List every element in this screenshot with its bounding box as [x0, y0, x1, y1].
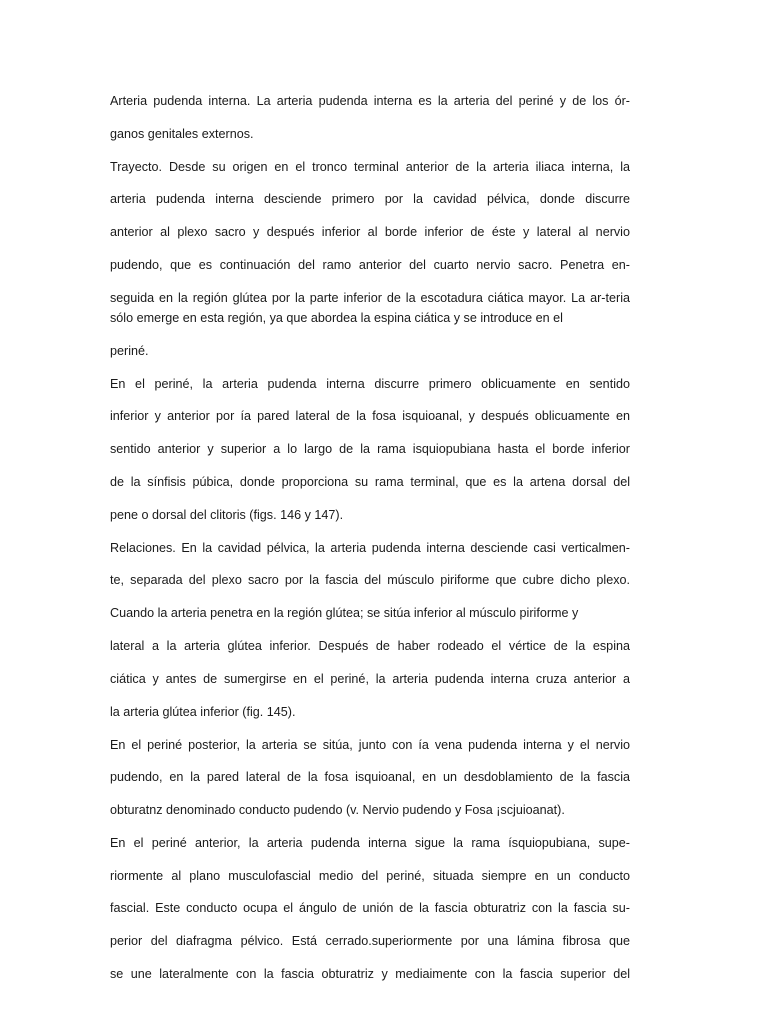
text-line: perior del diafragma pélvico. Está cerrado.superiormente por una lámina fibrosa que — [110, 934, 630, 948]
text-line: de la sínfisis púbica, donde proporciona su rama terminal, que es la artena dorsal del — [110, 475, 630, 489]
text-line: la arteria glútea inferior (fig. 145). — [110, 705, 296, 719]
text-line: lateral a la arteria glútea inferior. Después de haber rodeado el vértice de la espina — [110, 639, 630, 653]
text-line: Arteria pudenda interna. La arteria pudenda interna es la arteria del periné y de los ór- — [110, 94, 630, 108]
text-line: pudendo, en la pared lateral de la fosa isquioanal, en un desdoblamiento de la fascia — [110, 770, 630, 784]
text-line: pene o dorsal del clitoris (figs. 146 y 147). — [110, 508, 344, 522]
text-line: Trayecto. Desde su origen en el tronco terminal anterior de la arteria iliaca interna, la — [110, 160, 630, 174]
text-line: En el periné, la arteria pudenda interna discurre primero oblicuamente en sentido — [110, 377, 630, 391]
text-line: arteria pudenda interna desciende primero por la cavidad pélvica, donde discurre — [110, 192, 630, 206]
text-line: riormente al plano musculofascial medio del periné, situada siempre en un conducto — [110, 869, 630, 883]
text-line: te, separada del plexo sacro por la fascia del músculo piriforme que cubre dicho plexo. — [110, 573, 630, 587]
text-line: Relaciones. En la cavidad pélvica, la arteria pudenda interna desciende casi verticalmen- — [110, 541, 630, 555]
text-line: En el periné posterior, la arteria se sitúa, junto con ía vena pudenda interna y el nervio — [110, 738, 630, 752]
text-line: pudendo, que es continuación del ramo anterior del cuarto nervio sacro. Penetra en- — [110, 258, 630, 272]
text-line: inferior y anterior por ía pared lateral de la fosa isquioanal, y después oblicuamente en — [110, 409, 630, 423]
text-line: sentido anterior y superior a lo largo de la rama isquiopubiana hasta el borde inferior — [110, 442, 630, 456]
text-line: obturatnz denominado conducto pudendo (v. Nervio pudendo y Fosa ¡scjuioanat). — [110, 803, 565, 817]
text-line: seguida en la región glútea por la parte inferior de la escotadura ciática mayor. La ar-teria — [110, 291, 630, 305]
text-line: En el periné anterior, la arteria pudenda interna sigue la rama ísquiopubiana, supe- — [110, 836, 630, 850]
text-line: se une lateralmente con la fascia obturatriz y mediaimente con la fascia superior del — [110, 967, 630, 981]
text-line: Cuando la arteria penetra en la región glútea; se sitúa inferior al músculo piriforme y — [110, 606, 579, 620]
text-line: ganos genitales externos. — [110, 127, 254, 141]
text-line: periné. — [110, 344, 149, 358]
text-line: ciática y antes de sumergirse en el periné, la arteria pudenda interna cruza anterior a — [110, 672, 630, 686]
text-line: sólo emerge en esta región, ya que abordea la espina ciática y se introduce en el — [110, 311, 563, 325]
text-line: fascial. Este conducto ocupa el ángulo de unión de la fascia obturatriz con la fascia su- — [110, 901, 630, 915]
text-line: anterior al plexo sacro y después inferior al borde inferior de éste y lateral al nervio — [110, 225, 630, 239]
